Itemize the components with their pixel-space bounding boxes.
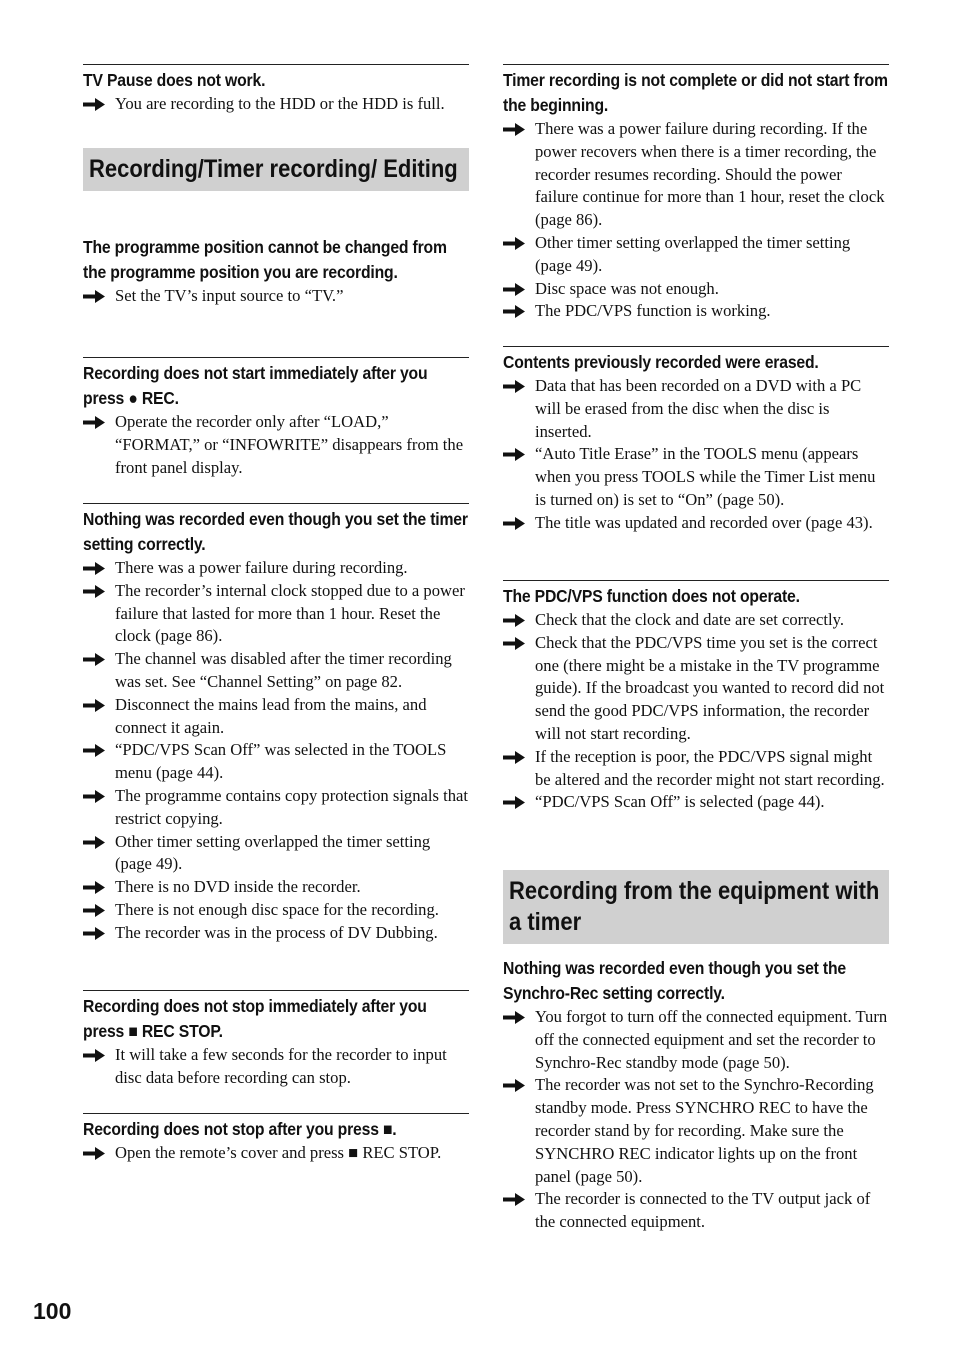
answer-item bbox=[83, 285, 469, 308]
arrow-right-icon bbox=[83, 927, 105, 940]
arrow-right-icon bbox=[503, 283, 525, 296]
answer-item bbox=[83, 648, 469, 694]
page-number: 100 bbox=[33, 1298, 72, 1324]
section-synchro-rec bbox=[503, 956, 889, 1234]
section-tv-pause bbox=[83, 64, 469, 116]
answer-text: Other timer setting overlapped the timer setting (page 49). bbox=[535, 232, 851, 275]
answer-text: Set the TV’s input source to “TV.” bbox=[115, 286, 344, 305]
answer-item bbox=[83, 922, 469, 945]
answer-text: Disc space was not enough. bbox=[535, 278, 719, 298]
section-programme-position bbox=[83, 235, 469, 308]
answer-text: “PDC/VPS Scan Off” was selected in the TOOLS menu (page 44). bbox=[115, 740, 447, 783]
answer-list bbox=[83, 557, 469, 945]
answer-text: If the reception is poor, the PDC/VPS signal might be altered and the recorder might not start recording. bbox=[535, 746, 885, 789]
arrow-right-icon bbox=[83, 790, 105, 803]
answer-item bbox=[503, 278, 889, 301]
arrow-right-icon bbox=[83, 98, 105, 111]
answer-item bbox=[503, 1188, 889, 1234]
section-erased bbox=[503, 346, 889, 535]
answer-list bbox=[503, 609, 889, 814]
answer-text: Other timer setting overlapped the timer setting (page 49). bbox=[115, 831, 431, 874]
question-heading: Timer recording is not complete or did not start from the beginning. bbox=[503, 70, 888, 115]
question-heading: TV Pause does not work. bbox=[83, 70, 266, 90]
answer-text: The channel was disabled after the timer recording was set. See “Channel Setting” on page 82. bbox=[115, 649, 452, 691]
question-heading: Nothing was recorded even though you set the Synchro-Rec setting correctly. bbox=[503, 958, 846, 1003]
arrow-right-icon bbox=[503, 614, 525, 627]
answer-item bbox=[503, 300, 889, 323]
answer-item bbox=[503, 632, 889, 746]
answer-list bbox=[503, 375, 889, 535]
section-nothing-recorded bbox=[83, 503, 469, 945]
arrow-right-icon bbox=[83, 744, 105, 757]
answer-item bbox=[503, 1074, 889, 1188]
question-heading: Recording does not stop immediately after you press ■ REC STOP. bbox=[83, 996, 427, 1041]
answer-list bbox=[83, 411, 469, 479]
answer-text: The recorder was not set to the Synchro-Recording standby mode. Press SYNCHRO REC to have the recorder stand by for recording. Make sure the SYNCHRO REC indicator lights up on the front panel (page 50). bbox=[535, 1075, 874, 1186]
answer-item bbox=[503, 746, 889, 792]
arrow-right-icon bbox=[83, 562, 105, 575]
arrow-right-icon bbox=[83, 290, 105, 303]
arrow-right-icon bbox=[83, 836, 105, 849]
arrow-right-icon bbox=[503, 1011, 525, 1024]
arrow-right-icon bbox=[83, 1049, 105, 1062]
arrow-right-icon bbox=[83, 1147, 105, 1160]
answer-item bbox=[83, 785, 469, 831]
answer-text: “PDC/VPS Scan Off” is selected (page 44). bbox=[535, 792, 825, 812]
answer-text: There was a power failure during recording. If the power recovers when there is a timer recording, the recorder resumes recording. Should the power failure continue for more than 1 hour, reset the clock (page 86). bbox=[535, 119, 885, 230]
answer-item bbox=[83, 1044, 469, 1090]
question-heading: Recording does not start immediately after you press ● REC. bbox=[83, 363, 428, 408]
arrow-right-icon bbox=[503, 305, 525, 318]
answer-item bbox=[83, 831, 469, 877]
answer-text: The title was updated and recorded over (page 43). bbox=[535, 512, 873, 532]
section-band-title: Recording/Timer recording/ Editing bbox=[89, 155, 458, 183]
answer-text: Open the remote’s cover and press ■ REC STOP. bbox=[115, 1143, 442, 1162]
arrow-right-icon bbox=[503, 123, 525, 136]
arrow-right-icon bbox=[503, 237, 525, 250]
section-pdc-vps bbox=[503, 580, 889, 814]
answer-list bbox=[83, 93, 469, 116]
section-band bbox=[503, 870, 889, 944]
answer-text: Check that the clock and date are set correctly. bbox=[535, 610, 844, 629]
answer-item bbox=[503, 1006, 889, 1074]
answer-text: You forgot to turn off the connected equipment. Turn off the connected equipment and set the recorder to Synchro-Rec standby mode (page 50). bbox=[535, 1007, 888, 1072]
answer-text: The PDC/VPS function is working. bbox=[535, 301, 771, 321]
arrow-right-icon bbox=[503, 751, 525, 764]
answer-text: Disconnect the mains lead from the mains, and connect it again. bbox=[115, 694, 427, 737]
answer-list bbox=[503, 118, 889, 323]
section-band bbox=[83, 148, 469, 191]
answer-text: It will take a few seconds for the recorder to input disc data before recording can stop. bbox=[115, 1045, 447, 1087]
answer-list bbox=[83, 285, 469, 308]
arrow-right-icon bbox=[503, 637, 525, 650]
arrow-right-icon bbox=[83, 904, 105, 917]
answer-list bbox=[83, 1044, 469, 1090]
arrow-right-icon bbox=[83, 699, 105, 712]
answer-text: There was a power failure during recording. bbox=[115, 558, 408, 577]
answer-item bbox=[503, 791, 889, 814]
answer-item bbox=[83, 739, 469, 785]
question-heading: Recording does not stop after you press ■. bbox=[83, 1119, 397, 1139]
answer-item bbox=[503, 609, 889, 632]
question-heading: Contents previously recorded were erased. bbox=[503, 352, 819, 372]
answer-text: Operate the recorder only after “LOAD,” “FORMAT,” or “INFOWRITE” disappears from the front panel display. bbox=[115, 412, 464, 477]
section-band-title: Recording from the equipment with a timer bbox=[509, 877, 880, 936]
section-not-start bbox=[83, 357, 469, 479]
answer-item bbox=[83, 580, 469, 648]
arrow-right-icon bbox=[83, 416, 105, 429]
answer-item bbox=[83, 694, 469, 740]
arrow-right-icon bbox=[503, 380, 525, 393]
answer-text: The programme contains copy protection signals that restrict copying. bbox=[115, 785, 468, 828]
answer-item bbox=[503, 375, 889, 443]
section-timer-incomplete bbox=[503, 64, 889, 323]
arrow-right-icon bbox=[83, 653, 105, 666]
answer-item bbox=[503, 118, 889, 232]
arrow-right-icon bbox=[83, 881, 105, 894]
question-heading: The programme position cannot be changed from the programme position you are recording. bbox=[83, 237, 447, 282]
answer-text: The recorder’s internal clock stopped due to a power failure that lasted for more than 1 hour. Reset the clock (page 86). bbox=[115, 580, 465, 646]
answer-text: Check that the PDC/VPS time you set is the correct one (there might be a mistake in the TV programme guide). If the broadcast you wanted to record did not send the good PDC/VPS information, the recorder will not start recording. bbox=[535, 632, 885, 743]
answer-text: There is not enough disc space for the recording. bbox=[115, 899, 439, 919]
arrow-right-icon bbox=[503, 448, 525, 461]
answer-item bbox=[83, 876, 469, 899]
answer-list bbox=[503, 1006, 889, 1234]
section-not-stop bbox=[83, 1113, 469, 1165]
answer-item bbox=[83, 1142, 469, 1165]
arrow-right-icon bbox=[503, 517, 525, 530]
answer-text: You are recording to the HDD or the HDD is full. bbox=[115, 94, 445, 113]
question-heading: The PDC/VPS function does not operate. bbox=[503, 586, 800, 606]
answer-item bbox=[503, 232, 889, 278]
answer-item bbox=[83, 899, 469, 922]
question-heading: Nothing was recorded even though you set the timer setting correctly. bbox=[83, 509, 468, 554]
answer-item bbox=[503, 512, 889, 535]
answer-item bbox=[83, 557, 469, 580]
arrow-right-icon bbox=[503, 796, 525, 809]
answer-text: Data that has been recorded on a DVD with a PC will be erased from the disc when the disc is inserted. bbox=[535, 376, 862, 441]
answer-text: The recorder was in the process of DV Dubbing. bbox=[115, 922, 438, 942]
arrow-right-icon bbox=[503, 1079, 525, 1092]
answer-item bbox=[503, 443, 889, 511]
answer-text: There is no DVD inside the recorder. bbox=[115, 877, 361, 897]
answer-list bbox=[83, 1142, 469, 1165]
section-not-stop-immediately bbox=[83, 990, 469, 1090]
answer-text: “Auto Title Erase” in the TOOLS menu (appears when you press TOOLS while the Timer List menu is turned on) is set to “On” (page 50). bbox=[535, 444, 876, 509]
answer-item bbox=[83, 411, 469, 479]
arrow-right-icon bbox=[83, 585, 105, 598]
arrow-right-icon bbox=[503, 1193, 525, 1206]
answer-text: The recorder is connected to the TV output jack of the connected equipment. bbox=[535, 1189, 871, 1232]
answer-item bbox=[83, 93, 469, 116]
